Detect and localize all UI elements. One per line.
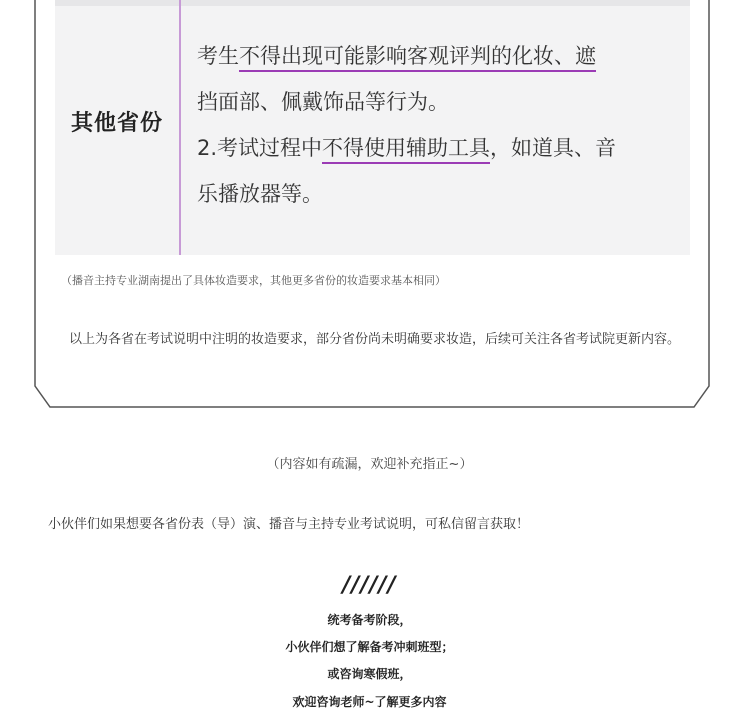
requirements-table xyxy=(55,0,690,255)
underlined-text: 不得使用辅助工具 xyxy=(322,136,490,164)
underlined-text: 不得出现可能影响客观评判的化妆、遮 xyxy=(239,44,596,72)
table-column-divider xyxy=(179,0,181,255)
summary-paragraph: 以上为各省在考试说明中注明的妆造要求，部分省份尚未明确要求妆造，后续可关注各省考试院更新内容。 xyxy=(69,332,681,347)
closing-line-3: 或咨询寒假班， xyxy=(327,667,412,681)
content-line: 挡面部、佩戴饰品等行为。 xyxy=(197,90,449,114)
content-line: 2.考试过程中不得使用辅助工具，如道具、音 xyxy=(197,125,677,171)
row-label-other-provinces: 其他省份 xyxy=(70,111,163,136)
invite-text: 小伙伴们如果想要各省份表（导）演、播音与主持专业考试说明，可私信留言获取！ xyxy=(48,517,530,532)
slash-divider: ////// xyxy=(342,573,397,598)
content-line: 考生不得出现可能影响客观评判的化妆、遮 xyxy=(197,33,677,79)
closing-line-4: 欢迎咨询老师~了解更多内容 xyxy=(292,695,447,709)
table-header-band xyxy=(55,0,690,6)
closing-line-2: 小伙伴们想了解备考冲刺班型； xyxy=(285,640,454,654)
closing-line-1: 统考备考阶段， xyxy=(327,613,412,627)
content-line: 乐播放器等。 xyxy=(197,182,323,206)
row-content xyxy=(197,33,677,217)
note-text: （播音主持专业湖南提出了具体妆造要求，其他更多省份的妆造要求基本相同） xyxy=(61,274,446,287)
correction-note: （内容如有疏漏，欢迎补充指正~） xyxy=(266,457,473,472)
